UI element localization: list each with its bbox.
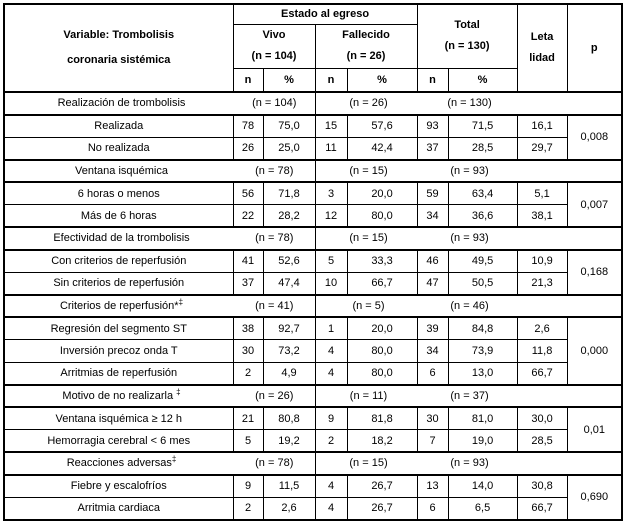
total-n-col-header: n [417,68,448,92]
value-cell: 19,2 [263,430,315,453]
row-label: Fiebre y escalofríos [4,475,233,498]
value-cell: 81,0 [448,407,517,430]
value-cell: 75,0 [263,115,315,138]
section-row-realizacion [4,92,622,115]
variable-header [4,4,233,92]
value-cell: 34 [417,205,448,228]
value-cell: 84,8 [448,317,517,340]
section-row-ventana [4,160,622,183]
section-vivo-n: (n = 104) [252,97,297,110]
p-value-cell: 0,008 [567,115,622,160]
value-cell: 2 [233,362,263,385]
letalidad-cell: 28,5 [517,430,567,453]
letalidad-cell: 5,1 [517,182,567,205]
value-cell: 71,5 [448,115,517,138]
p-value-cell: 0,690 [567,475,622,520]
fallecido-header-n: (n = 26) [346,50,386,62]
p-value-cell: 0,01 [567,407,622,452]
table-row [4,340,622,363]
section-label: Realización de trombolisis [57,97,186,110]
value-cell: 4 [315,497,347,520]
section-total-n: (n = 37) [450,389,489,402]
table-row [4,317,622,340]
value-cell: 9 [315,407,347,430]
section-total-n: (n = 130) [447,97,492,110]
value-cell: 92,7 [263,317,315,340]
total-header-label: Total [454,19,480,32]
table-row [4,407,622,430]
section-right-cell [315,160,622,183]
p-header: p [567,4,622,92]
value-cell: 42,4 [347,137,417,160]
value-cell: 2 [233,497,263,520]
section-vivo-n: (n = 26) [255,389,294,402]
table-row [4,430,622,453]
total-header-n: (n = 130) [444,40,490,53]
value-cell: 22 [233,205,263,228]
p-value-cell: 0,000 [567,317,622,385]
value-cell: 52,6 [263,250,315,273]
value-cell: 59 [417,182,448,205]
letalidad-cell: 16,1 [517,115,567,138]
table-row [4,272,622,295]
section-row-criterios [4,295,622,318]
value-cell: 47 [417,272,448,295]
value-cell: 63,4 [448,182,517,205]
table-row [4,475,622,498]
value-cell: 5 [233,430,263,453]
value-cell: 28,5 [448,137,517,160]
value-cell: 80,0 [347,205,417,228]
section-row-reacciones [4,452,622,475]
letalidad-cell: 66,7 [517,497,567,520]
row-label: Más de 6 horas [4,205,233,228]
row-label: Hemorragia cerebral < 6 mes [4,430,233,453]
value-cell: 5 [315,250,347,273]
section-label: Efectividad de la trombolisis [53,232,190,245]
p-value-cell: 0,168 [567,250,622,295]
value-cell: 36,6 [448,205,517,228]
section-right-cell [315,385,622,408]
value-cell: 3 [315,182,347,205]
vivo-header [233,24,315,68]
value-cell: 13 [417,475,448,498]
section-fallecido-n: (n = 5) [352,299,385,312]
section-left-cell [4,227,315,250]
value-cell: 81,8 [347,407,417,430]
value-cell: 26,7 [347,475,417,498]
section-left-cell [4,92,315,115]
value-cell: 39 [417,317,448,340]
fallecido-header-label: Fallecido [342,29,390,41]
row-label: No realizada [4,137,233,160]
value-cell: 33,3 [347,250,417,273]
value-cell: 78 [233,115,263,138]
section-right-cell [315,92,622,115]
value-cell: 38 [233,317,263,340]
table-row [4,182,622,205]
value-cell: 41 [233,250,263,273]
variable-header-line1: Variable: Trombolisis [63,29,175,41]
row-label: Realizada [4,115,233,138]
row-label: Arritmia cardiaca [4,497,233,520]
section-total-n: (n = 93) [450,232,489,245]
section-fallecido-n: (n = 26) [349,97,388,110]
table-row [4,137,622,160]
letalidad-cell: 2,6 [517,317,567,340]
value-cell: 80,0 [347,340,417,363]
value-cell: 12 [315,205,347,228]
p-value-cell: 0,007 [567,182,622,227]
value-cell: 4,9 [263,362,315,385]
fallecido-n-col-header: n [315,68,347,92]
value-cell: 26 [233,137,263,160]
table-row [4,497,622,520]
value-cell: 71,8 [263,182,315,205]
value-cell: 4 [315,340,347,363]
value-cell: 9 [233,475,263,498]
value-cell: 34 [417,340,448,363]
section-label: Criterios de reperfusión*‡ [59,297,184,312]
section-left-cell [4,452,315,475]
estado-al-egreso-header: Estado al egreso [233,4,417,24]
value-cell: 6 [417,362,448,385]
row-label: Inversión precoz onda T [4,340,233,363]
row-label: Ventana isquémica ≥ 12 h [4,407,233,430]
value-cell: 66,7 [347,272,417,295]
row-label: 6 horas o menos [4,182,233,205]
fallecido-pct-col-header: % [347,68,417,92]
value-cell: 6,5 [448,497,517,520]
value-cell: 14,0 [448,475,517,498]
letalidad-cell: 29,7 [517,137,567,160]
table-row [4,250,622,273]
value-cell: 10 [315,272,347,295]
value-cell: 19,0 [448,430,517,453]
value-cell: 21 [233,407,263,430]
section-right-cell [315,227,622,250]
row-label: Sin criterios de reperfusión [4,272,233,295]
value-cell: 7 [417,430,448,453]
section-vivo-n: (n = 78) [255,164,294,177]
value-cell: 4 [315,362,347,385]
value-cell: 30 [233,340,263,363]
variable-header-line2: coronaria sistémica [67,54,171,66]
value-cell: 93 [417,115,448,138]
value-cell: 13,0 [448,362,517,385]
fallecido-header [315,24,417,68]
section-total-n: (n = 46) [450,299,489,312]
value-cell: 6 [417,497,448,520]
vivo-pct-col-header: % [263,68,315,92]
row-label: Con criterios de reperfusión [4,250,233,273]
section-row-motivo [4,385,622,408]
table-row [4,115,622,138]
value-cell: 57,6 [347,115,417,138]
row-label: Arritmias de reperfusión [4,362,233,385]
value-cell: 20,0 [347,317,417,340]
letalidad-cell: 38,1 [517,205,567,228]
total-header [417,4,517,68]
section-vivo-n: (n = 78) [255,232,294,245]
section-total-n: (n = 93) [450,457,489,470]
value-cell: 37 [417,137,448,160]
section-left-cell [4,385,315,408]
total-pct-col-header: % [448,68,517,92]
section-vivo-n: (n = 41) [255,299,294,312]
vivo-n-col-header: n [233,68,263,92]
letalidad-cell: 66,7 [517,362,567,385]
section-right-cell [315,452,622,475]
value-cell: 73,2 [263,340,315,363]
vivo-header-label: Vivo [262,29,286,41]
value-cell: 28,2 [263,205,315,228]
results-table [3,3,623,521]
value-cell: 2 [315,430,347,453]
value-cell: 20,0 [347,182,417,205]
value-cell: 80,8 [263,407,315,430]
letalidad-cell: 11,8 [517,340,567,363]
value-cell: 49,5 [448,250,517,273]
section-left-cell [4,295,315,318]
letalidad-cell: 10,9 [517,250,567,273]
value-cell: 15 [315,115,347,138]
section-fallecido-n: (n = 15) [349,232,388,245]
section-label: Reacciones adversas‡ [66,454,177,470]
section-total-n: (n = 93) [450,164,489,177]
vivo-header-n: (n = 104) [251,50,297,62]
section-fallecido-n: (n = 15) [349,164,388,177]
section-label: Ventana isquémica [75,164,168,177]
value-cell: 2,6 [263,497,315,520]
value-cell: 46 [417,250,448,273]
letalidad-header-line2: lidad [529,52,555,64]
letalidad-header-line1: Leta [530,31,554,43]
section-fallecido-n: (n = 15) [349,457,388,470]
section-fallecido-n: (n = 11) [349,389,388,402]
letalidad-header [517,4,567,92]
value-cell: 4 [315,475,347,498]
letalidad-cell: 21,3 [517,272,567,295]
section-row-efectividad [4,227,622,250]
value-cell: 25,0 [263,137,315,160]
section-label: Motivo de no realizarla ‡ [62,387,181,402]
value-cell: 80,0 [347,362,417,385]
value-cell: 47,4 [263,272,315,295]
value-cell: 50,5 [448,272,517,295]
value-cell: 18,2 [347,430,417,453]
letalidad-cell: 30,0 [517,407,567,430]
value-cell: 37 [233,272,263,295]
value-cell: 11 [315,137,347,160]
value-cell: 1 [315,317,347,340]
section-right-cell [315,295,622,318]
section-vivo-n: (n = 78) [255,457,294,470]
value-cell: 56 [233,182,263,205]
value-cell: 26,7 [347,497,417,520]
table-row [4,205,622,228]
value-cell: 30 [417,407,448,430]
value-cell: 73,9 [448,340,517,363]
letalidad-cell: 30,8 [517,475,567,498]
section-left-cell [4,160,315,183]
table-row [4,362,622,385]
row-label: Regresión del segmento ST [4,317,233,340]
value-cell: 11,5 [263,475,315,498]
